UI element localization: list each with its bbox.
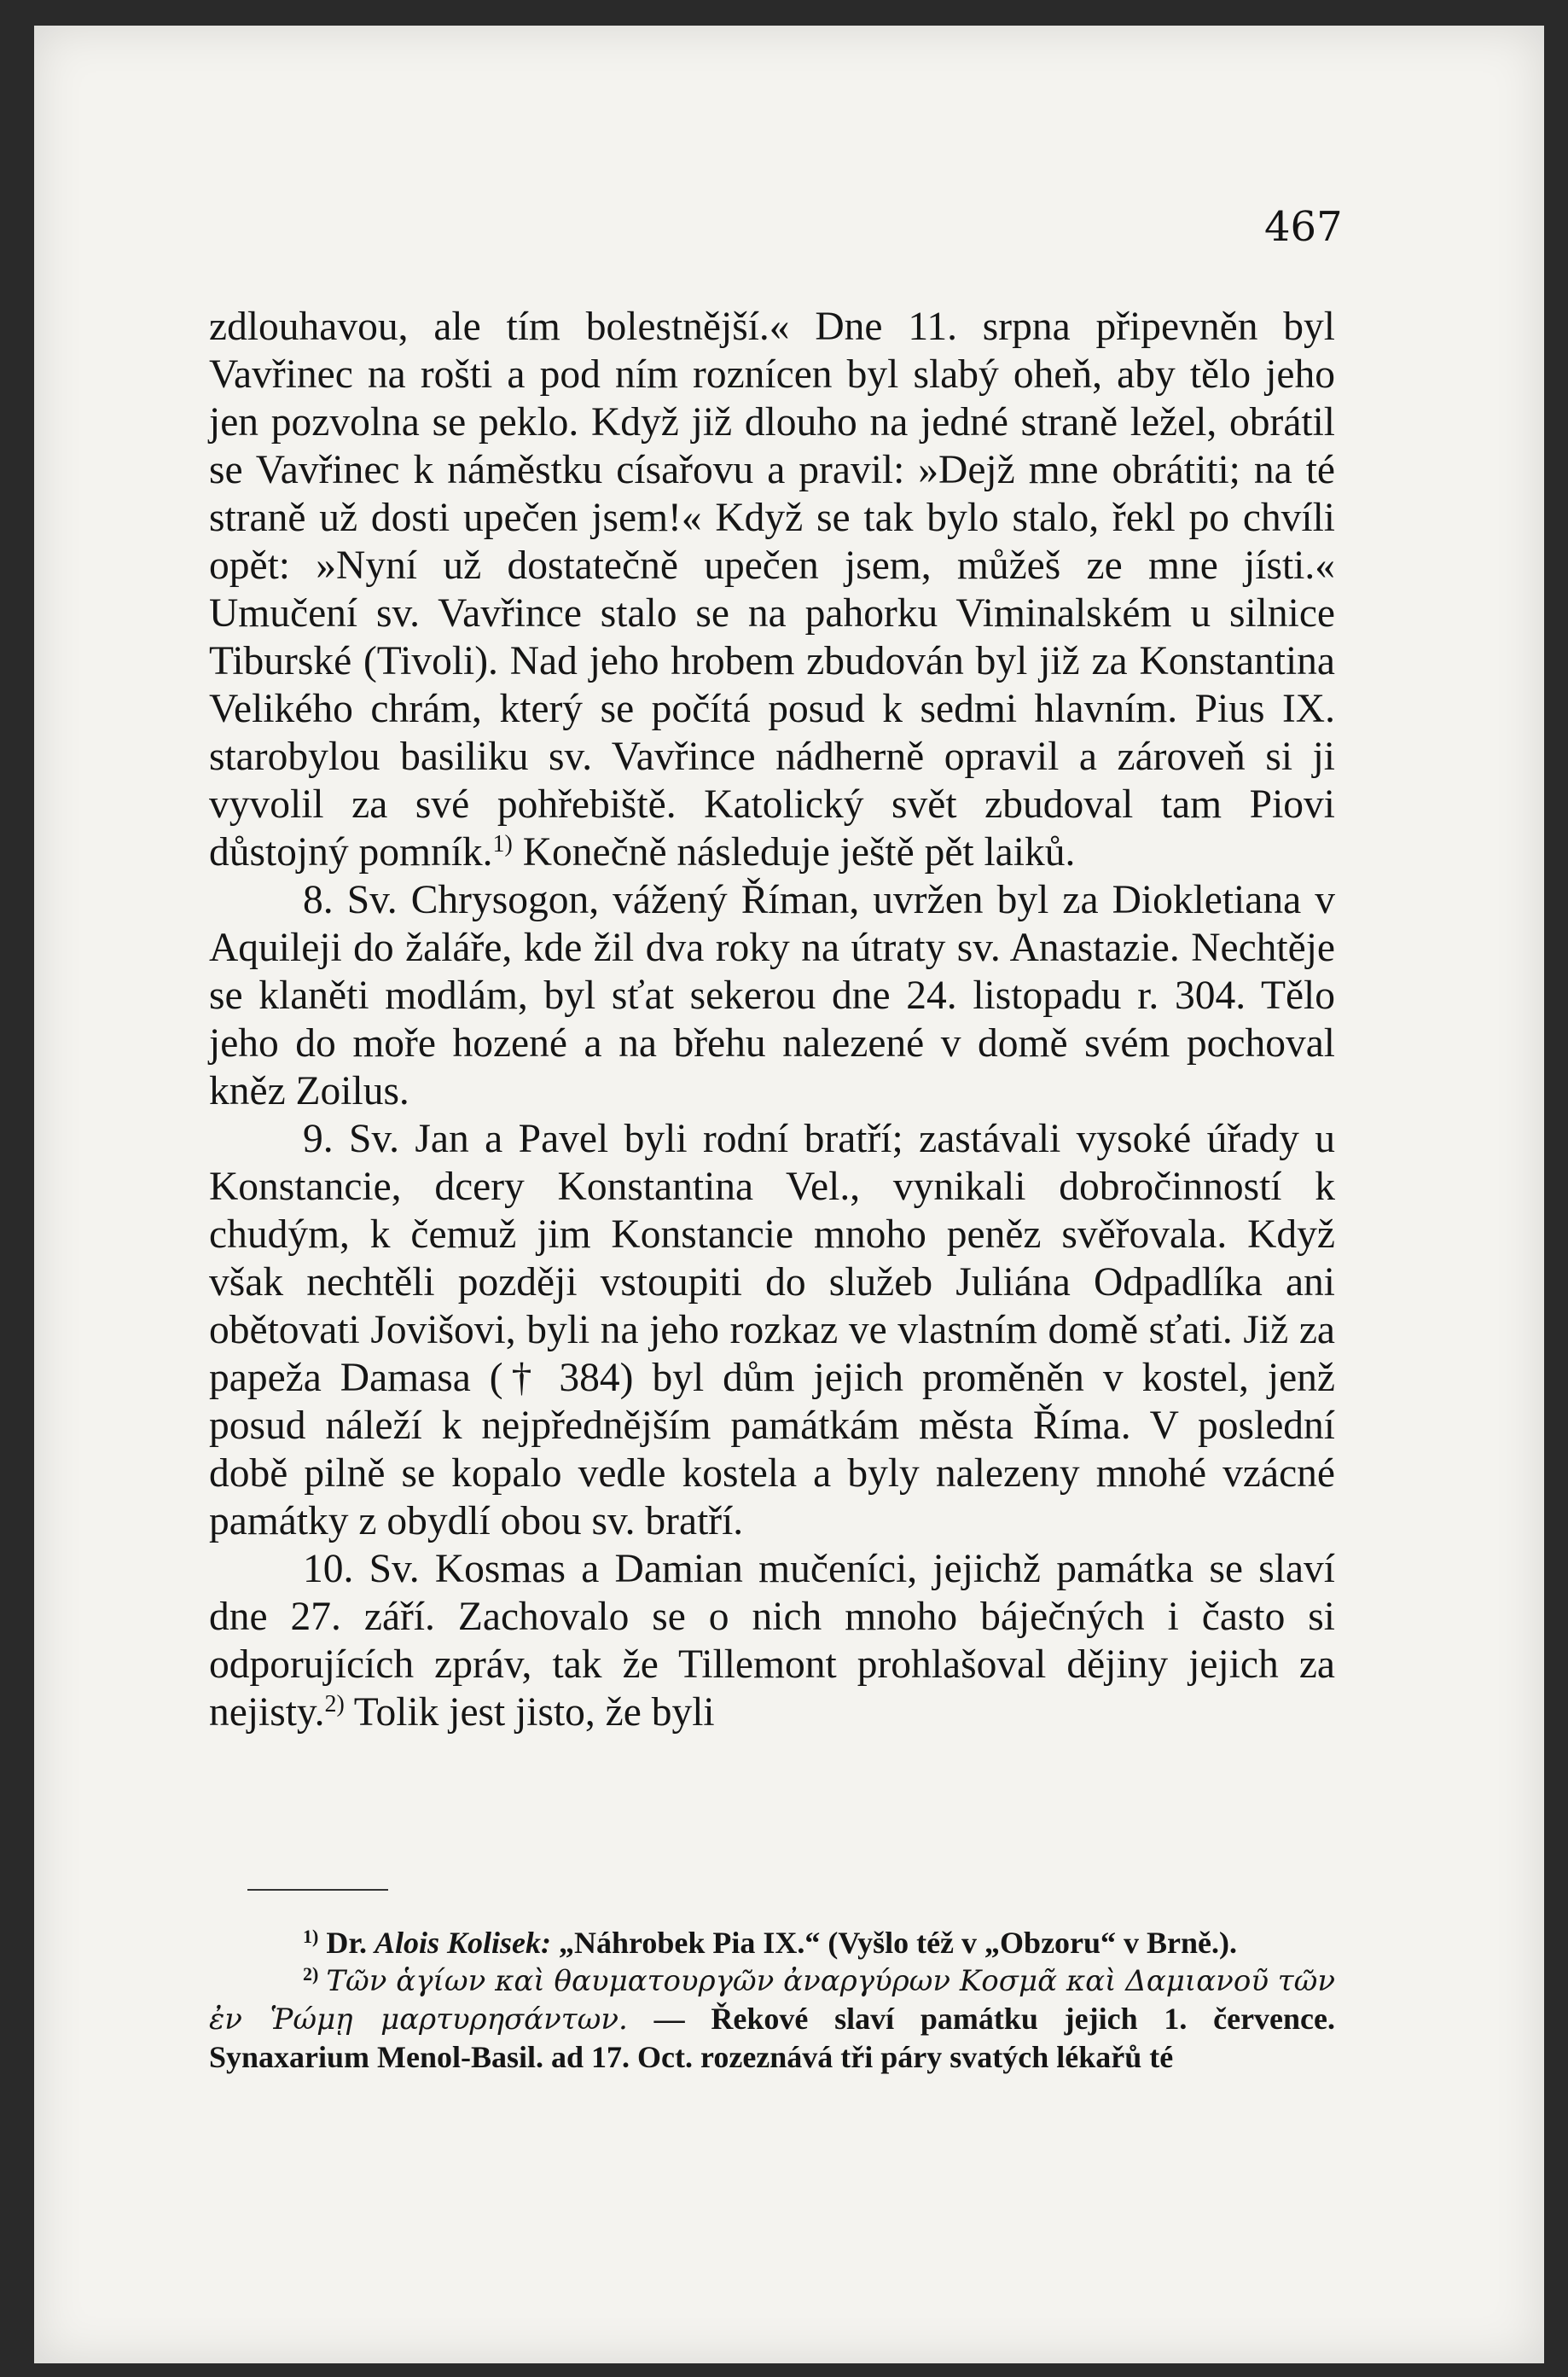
footnote-mark: 2) <box>303 1963 319 1985</box>
paragraph-3 <box>209 1115 1335 1545</box>
paragraph-text-cont: Tolik jest jisto, že byli <box>344 1690 715 1735</box>
footnote-2 <box>209 1961 1335 2076</box>
book-page <box>34 26 1544 2363</box>
paragraph-text: 10. Sv. Kosmas a Damian mučeníci, jejichž památka se slaví dne 27. září. Zachovalo se o nich mnoho báječných i často si odporujících zpráv, tak že Tillemont prohlašoval dějiny jejich za nejisty. <box>209 1547 1335 1735</box>
footnote-author: Alois Kolisek: <box>375 1926 552 1960</box>
paragraph-text-cont: Konečně následuje ještě pět laiků. <box>512 830 1076 875</box>
paragraph-text: zdlouhavou, ale tím bolestnější.« Dne 11. srpna připevněn byl Vavřinec na rošti a pod ním roznícen byl slabý oheň, aby tělo jeho jen pozvolna se peklo. Když již dlouho na jedné straně ležel, obrátil se Vavřinec k náměstku císařovu a pravil: »Dejž mne obrátiti; na té straně už dosti upečen jsem!« Když se tak bylo stalo, řekl po chvíli opět: »Nyní už dostatečně upečen jsem, můžeš ze mne jísti.« Umučení sv. Vavřince stalo se na pahorku Viminalském u silnice Tiburské (Tivoli). Nad jeho hrobem zbudován byl již za Konstantina Velikého chrám, který se počítá posud k sedmi hlavním. Pius IX. starobylou basiliku sv. Vavřince nádherně opravil a zároveň si ji vyvolil za své pohřebiště. Katolický svět zbudoval tam Piovi důstojný pomník. <box>209 305 1335 875</box>
footnote-ref-2: 2) <box>324 1691 345 1717</box>
footnote-ref-1: 1) <box>492 831 513 857</box>
footnote-1 <box>209 1924 1335 1961</box>
footnote-text: — Řekové slaví památku jejich 1. července. Synaxarium Menol-Basil. ad 17. Oct. rozeznává tři páry svatých lékařů té <box>209 2002 1336 2074</box>
page-number: 467 <box>1264 203 1343 251</box>
paragraph-1 <box>209 303 1335 876</box>
footnote-divider <box>247 1889 388 1891</box>
paragraph-4 <box>209 1545 1335 1736</box>
footnote-greek-title: Τῶν ἁγίων καὶ θαυματουργῶν ἀναργύρων Κοσμᾶ καὶ Δαμιανοῦ τῶν ἐν Ῥώμῃ μαρτυρησάντων. <box>209 1964 1336 2037</box>
footnote-prefix: Dr. <box>326 1926 367 1960</box>
paragraph-text: 9. Sv. Jan a Pavel byli rodní bratří; zastávali vysoké úřady u Konstancie, dcery Konstantina Vel., vynikali dobročinností k chudým, k čemuž jim Konstancie mnoho peněz svěřovala. Když však nechtěli později vstoupiti do služeb Juliána Odpadlíka ani obětovati Jovišovi, byli na jeho rozkaz ve vlastním domě sťati. Již za papeža Damasa († 384) byl dům jejich proměněn v kostel, jenž posud náleží k nejpřednějším památkám města Říma. V poslední době pilně se kopalo vedle kostela a byly nalezeny mnohé vzácné památky z obydlí obou sv. bratří. <box>209 1117 1335 1543</box>
body-text <box>209 303 1335 1736</box>
footnote-text: „Náhrobek Pia IX.“ (Vyšlo též v „Obzoru“ v Brně.). <box>559 1926 1238 1960</box>
paragraph-text: 8. Sv. Chrysogon, vážený Říman, uvržen byl za Diokletiana v Aquileji do žaláře, kde žil dva roky na útraty sv. Anastazie. Nechtěje se klaněti modlám, byl sťat sekerou dne 24. listopadu r. 304. Tělo jeho do moře hozené a na břehu nalezené v domě svém pochoval kněz Zoilus. <box>209 878 1335 1113</box>
footnotes <box>209 1924 1335 2076</box>
footnote-mark: 1) <box>303 1926 319 1947</box>
paragraph-2 <box>209 876 1335 1115</box>
